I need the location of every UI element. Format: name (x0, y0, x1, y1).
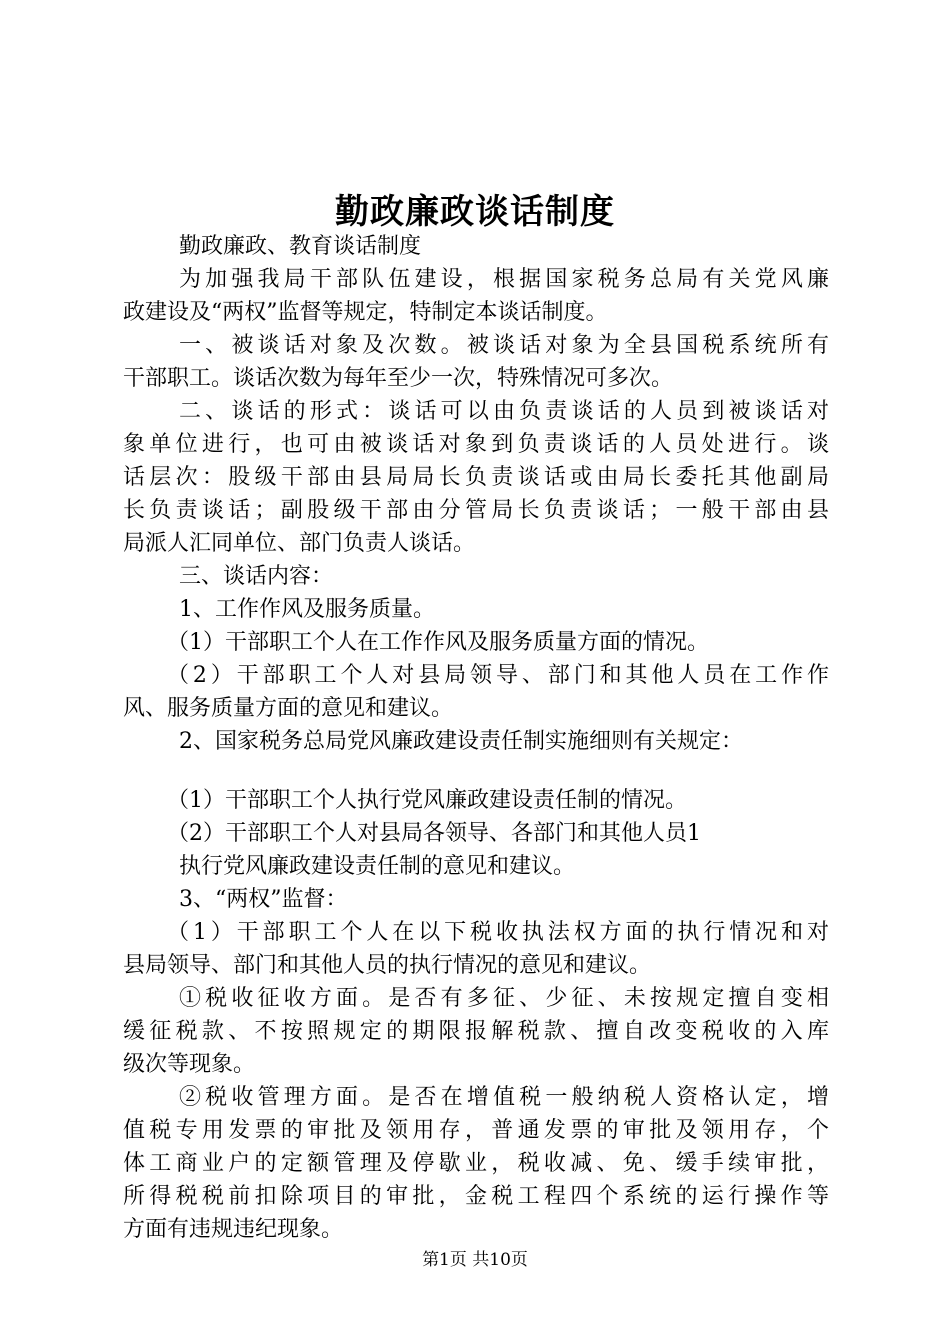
blank-line (123, 758, 829, 784)
paragraph-line: （2）干部职工个人对县局各领导、各部门和其他人员1 (167, 821, 701, 846)
document-body (123, 230, 829, 1246)
paragraph-line: ①税收征收方面。是否有多征、少征、未按规定擅自变相 (179, 986, 829, 1011)
paragraph-line: 缓征税款、不按照规定的期限报解税款、擅自改变税收的入库 (123, 1019, 829, 1044)
paragraph-line: （1）干部职工个人执行党风廉政建设责任制的情况。 (167, 788, 687, 813)
paragraph-line: 为加强我局干部队伍建设，根据国家税务总局有关党风廉 (179, 267, 829, 292)
paragraph-line: （2）干部职工个人对县局领导、部门和其他人员在工作作 (167, 663, 829, 688)
paragraph-line: 1、工作作风及服务质量。 (179, 597, 435, 622)
paragraph-line: 县局领导、部门和其他人员的执行情况的意见和建议。 (123, 953, 652, 978)
paragraph-line: 政建设及“两权”监督等规定，特制定本谈话制度。 (123, 300, 608, 325)
paragraph-line: 执行党风廉政建设责任制的意见和建议。 (179, 854, 576, 879)
paragraph-line: 3、“两权”监督： (179, 887, 348, 912)
page-indicator: 第1页 共10页 (422, 1250, 528, 1270)
paragraph-line: （1）干部职工个人在以下税收执法权方面的执行情况和对 (167, 920, 829, 945)
paragraph-line: 二、谈话的形式：谈话可以由负责谈话的人员到被谈话对 (179, 399, 829, 424)
paragraph-line: 勤政廉政、教育谈话制度 (179, 234, 422, 259)
paragraph-line: 风、服务质量方面的意见和建议。 (123, 696, 454, 721)
paragraph-line: ②税收管理方面。是否在增值税一般纳税人资格认定，增 (179, 1085, 829, 1110)
paragraph-line: 局派人汇同单位、部门负责人谈话。 (123, 531, 476, 556)
paragraph-line: 干部职工。谈话次数为每年至少一次，特殊情况可多次。 (123, 366, 674, 391)
paragraph-line: 体工商业户的定额管理及停歇业，税收减、免、缓手续审批， (123, 1151, 829, 1176)
paragraph-line: 方面有违规违纪现象。 (123, 1217, 344, 1242)
paragraph-line: 三、谈话内容： (179, 564, 334, 589)
paragraph-line: 值税专用发票的审批及领用存，普通发票的审批及领用存，个 (123, 1118, 829, 1143)
paragraph-line: 象单位进行，也可由被谈话对象到负责谈话的人员处进行。谈 (123, 432, 829, 457)
paragraph-line: 长负责谈话；副股级干部由分管局长负责谈话；一般干部由县 (123, 498, 829, 523)
paragraph-line: 2、国家税务总局党风廉政建设责任制实施细则有关规定： (179, 729, 743, 754)
document-title: 勤政廉政谈话制度 (335, 192, 615, 232)
paragraph-line: 所得税税前扣除项目的审批，金税工程四个系统的运行操作等 (123, 1184, 829, 1209)
paragraph-line: 一、被谈话对象及次数。被谈话对象为全县国税系统所有 (179, 333, 829, 358)
paragraph-line: 级次等现象。 (123, 1052, 256, 1077)
paragraph-line: 话层次：股级干部由县局局长负责谈话或由局长委托其他副局 (123, 465, 829, 490)
paragraph-line: （1）干部职工个人在工作作风及服务质量方面的情况。 (167, 630, 709, 655)
